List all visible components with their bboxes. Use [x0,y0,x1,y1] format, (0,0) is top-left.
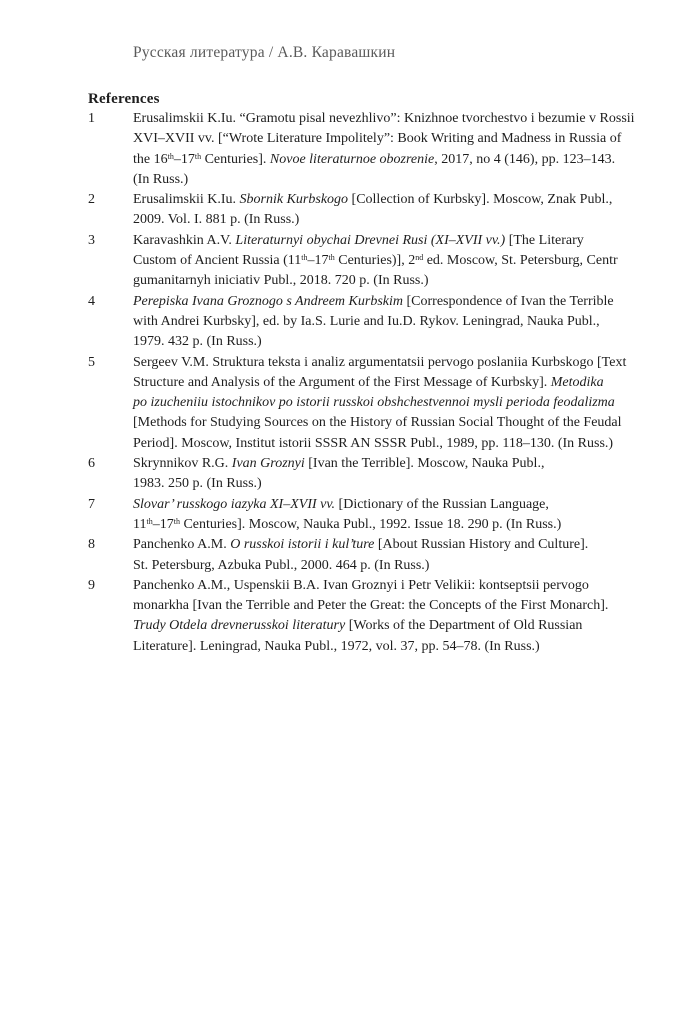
reference-line [133,413,633,433]
reference-fragment: Structure and Analysis of the Argument of the First Message of Kurbsky]. [133,374,551,390]
reference-item [88,109,633,190]
reference-line [133,535,633,555]
reference-fragment: Sergeev V.M. Struktura teksta i analiz argumentatsii pervogo poslaniia Kurbskogo [Text [133,354,627,370]
reference-fragment: Erusalimskii K.Iu. “Gramotu pisal nevezhlivo”: Knizhnoe tvorchestvo i bezumie v Rossii [133,111,635,126]
reference-line [133,109,635,129]
reference-line [133,515,633,535]
reference-text [133,535,633,576]
reference-number: 2 [88,192,95,208]
reference-fragment: [Correspondence of Ivan the Terrible [403,293,614,309]
reference-item [88,353,633,454]
reference-text [133,454,633,495]
reference-item [88,495,633,536]
reference-line [133,556,633,576]
running-header: Русская литература / А.В. Каравашкин [133,44,396,61]
reference-item [88,190,633,231]
reference-line [133,353,633,373]
reference-fragment: Karavashkin A.V. [133,232,236,248]
reference-number: 3 [88,232,95,248]
reference-text [133,353,633,454]
reference-fragment: Centuries]. Moscow, Nauka Publ., 1992. Issue 18. 290 p. (In Russ.) [179,516,562,532]
reference-fragment: Erusalimskii K.Iu. [133,192,240,208]
reference-line [133,231,633,251]
italic-title: Sbornik Kurbskogo [239,192,349,208]
reference-fragment: , 2017, no 4 (146), pp. 123–143. [434,151,616,167]
reference-item [88,292,633,353]
reference-fragment: monarkha [Ivan the Terrible and Peter the Great: the Concepts of the First Monarch]. [133,598,609,614]
reference-number: 6 [88,456,95,472]
ordinal-superscript: th [167,151,174,161]
reference-text [133,576,633,657]
reference-line [133,292,633,312]
reference-text [133,231,633,292]
reference-line [133,129,635,149]
reference-fragment: with Andrei Kurbsky], ed. by Ia.S. Lurie and Iu.D. Rykov. Leningrad, Nauka Publ., [133,313,600,329]
reference-fragment: gumanitarnyh iniciativ Publ., 2018. 720 p. (In Russ.) [133,273,429,289]
reference-item [88,454,633,495]
reference-fragment: the 16 [133,151,168,167]
italic-title: Trudy Otdela drevnerusskoi literatury [133,618,346,634]
reference-line [133,332,633,352]
italic-title: Novoe literaturnoe obozrenie [269,151,435,167]
reference-item [88,576,633,657]
reference-fragment: Panchenko A.M., Uspenskii B.A. Ivan Groznyi i Petr Velikii: kontseptsii pervogo [133,577,589,593]
reference-fragment: –17 [307,253,329,269]
reference-line [133,312,633,332]
reference-number: 8 [88,537,95,553]
italic-title: Ivan Groznyi [231,456,305,472]
reference-fragment: Literature]. Leningrad, Nauka Publ., 1972, vol. 37, pp. 54–78. (In Russ.) [133,638,540,654]
reference-item [88,231,633,292]
reference-fragment: 2009. Vol. I. 881 p. (In Russ.) [133,212,300,228]
reference-line [133,393,633,413]
reference-number: 7 [88,496,95,512]
ordinal-superscript: th [194,151,202,161]
ordinal-superscript: th [173,516,180,526]
ordinal-superscript: nd [415,253,424,263]
reference-line [133,596,633,616]
reference-fragment: [Methods for Studying Sources on the History of Russian Social Thought of the Feudal [133,415,622,431]
reference-line [133,454,633,474]
reference-fragment: Panchenko A.M. [133,537,231,553]
reference-fragment: [Dictionary of the Russian Language, [335,496,549,512]
reference-line [133,251,633,271]
reference-item [88,535,633,576]
reference-fragment: 1979. 432 p. (In Russ.) [133,334,262,350]
reference-number: 1 [88,111,95,126]
reference-number: 4 [88,293,95,309]
reference-fragment: –17 [152,516,174,532]
italic-title: Slovar’ russkogo iazyka XI–XVII vv. [133,496,336,512]
reference-fragment: (In Russ.) [133,171,189,187]
reference-fragment: Custom of Ancient Russia (11 [133,253,302,269]
italic-title: O russkoi istorii i kul’ture [230,537,375,553]
reference-fragment: –17 [173,151,195,167]
reference-line [133,170,635,190]
reference-line [133,373,633,393]
reference-fragment: [About Russian History and Culture]. [374,537,589,553]
ordinal-superscript: th [328,253,335,263]
reference-number: 9 [88,577,95,593]
ordinal-superscript: th [301,253,308,263]
reference-line [133,150,635,170]
reference-fragment: Centuries]. [201,151,270,167]
reference-line [133,474,633,494]
reference-fragment: Centuries)], 2 [334,253,416,269]
reference-fragment: 1983. 250 p. (In Russ.) [133,476,262,492]
italic-title: Metodika [550,374,604,390]
reference-fragment: [Ivan the Terrible]. Moscow, Nauka Publ., [304,456,545,472]
reference-text [133,109,635,190]
reference-text [133,495,633,536]
reference-line [133,637,633,657]
references-heading: References [88,91,160,107]
italic-title: po izucheniiu istochnikov po istorii russkoi obshchestvennoi mysli perioda feodalizma [133,395,615,411]
reference-text [133,292,633,353]
ordinal-superscript: th [146,516,153,526]
reference-line [133,210,633,230]
reference-text [133,190,633,231]
reference-fragment: St. Petersburg, Azbuka Publ., 2000. 464 p. (In Russ.) [133,557,430,573]
reference-fragment: ed. Moscow, St. Petersburg, Centr [423,253,618,269]
reference-fragment: Skrynnikov R.G. [133,456,232,472]
reference-fragment: [Collection of Kurbsky]. Moscow, Znak Publ., [348,192,613,208]
reference-fragment: Period]. Moscow, Institut istorii SSSR AN SSSR Publ., 1989, pp. 118–130. (In Russ.) [133,435,614,451]
reference-line [133,616,633,636]
reference-fragment: XVI–XVII vv. [“Wrote Literature Impolitely”: Book Writing and Madness in Russia of [133,131,622,147]
reference-number: 5 [88,354,95,370]
italic-title: Perepiska Ivana Groznogo s Andreem Kurbskim [133,293,403,309]
reference-fragment: [The Literary [505,232,584,248]
reference-list [88,109,633,657]
reference-line [133,495,633,515]
reference-line [133,576,633,596]
reference-line [133,190,633,210]
italic-title: Literaturnyi obychai Drevnei Rusi (XI–XVII vv.) [235,232,506,248]
reference-fragment: 11 [133,516,147,532]
reference-line [133,271,633,291]
reference-line [133,434,633,454]
reference-fragment: [Works of the Department of Old Russian [345,618,583,634]
